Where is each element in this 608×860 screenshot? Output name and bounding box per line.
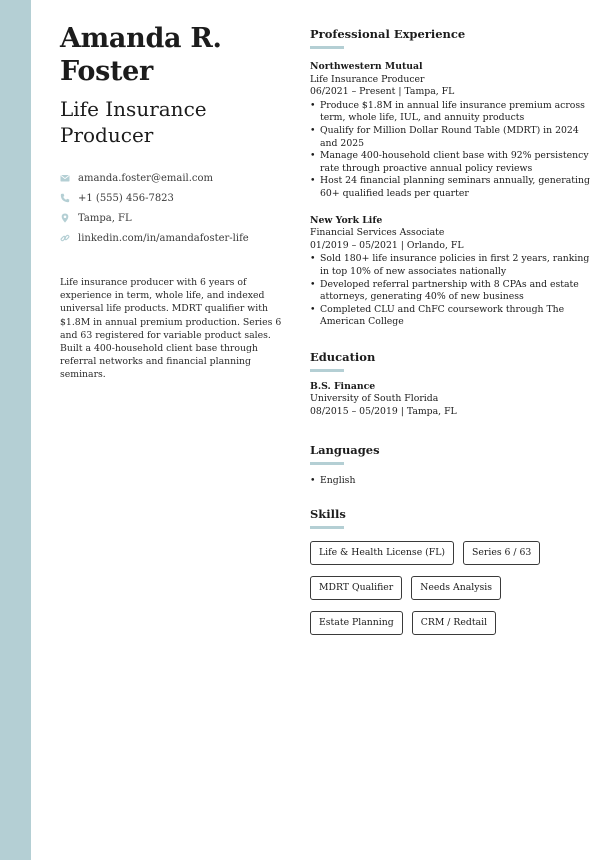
job-bullets	[310, 253, 590, 329]
education-dates: 08/2015 – 05/2019 | Tampa, FL	[310, 406, 457, 418]
job-entry	[310, 215, 590, 329]
education-entry	[310, 381, 590, 419]
name-line-1: Amanda R.	[60, 23, 222, 54]
languages-list	[310, 475, 590, 488]
contact-list	[60, 168, 292, 248]
education-heading: Education	[310, 349, 376, 364]
experience-section	[310, 27, 590, 329]
location-text: Tampa, FL	[78, 212, 132, 224]
education-section	[310, 350, 590, 419]
name-line-2: Foster	[60, 56, 153, 87]
job-bullet: • Completed CLU and ChFC coursework through The American College	[310, 304, 590, 329]
link-icon	[60, 233, 70, 243]
accent-sidebar-bar	[0, 0, 31, 860]
skills-section	[310, 507, 590, 635]
contact-phone[interactable]	[60, 188, 292, 208]
job-bullet: • Produce $1.8M in annual life insurance premium across term, whole life, IUL, and annuity products	[310, 100, 590, 125]
professional-summary: Life insurance producer with 6 years of experience in term, whole life, and indexed universal life products. MDRT qualifier with $1.8M in annual premium production. Series 6 and 63 registered for variable product sales. Built a 400-household client base through referral networks and financial planning seminars.	[60, 277, 282, 381]
title-line-1: Life Insurance	[60, 97, 207, 121]
skill-chip: CRM / Redtail	[412, 611, 496, 635]
skill-chip: Life & Health License (FL)	[310, 541, 454, 565]
skill-chip: Estate Planning	[310, 611, 403, 635]
job-role: Life Insurance Producer	[310, 73, 425, 85]
job-bullet: • Sold 180+ life insurance policies in first 2 years, ranking in top 10% of new associates nationally	[310, 253, 590, 278]
job-bullet: • Qualify for Million Dollar Round Table (MDRT) in 2024 and 2025	[310, 125, 590, 150]
job-bullets	[310, 100, 590, 201]
job-title	[60, 96, 292, 148]
job-bullet: • Manage 400-household client base with 92% persistency rate through proactive annual policy reviews	[310, 150, 590, 175]
skill-chip: Series 6 / 63	[463, 541, 540, 565]
job-company: Northwestern Mutual	[310, 61, 423, 72]
job-role: Financial Services Associate	[310, 227, 445, 239]
phone-text: +1 (555) 456-7823	[78, 192, 174, 204]
skill-chip: Needs Analysis	[411, 576, 501, 600]
title-line-2: Producer	[60, 123, 154, 147]
phone-icon	[60, 193, 70, 203]
candidate-name	[60, 22, 292, 88]
languages-section	[310, 443, 590, 488]
contact-location	[60, 208, 292, 228]
left-column	[60, 22, 292, 391]
location-pin-icon	[60, 213, 70, 223]
job-bullet: • Developed referral partnership with 8 CPAs and estate attorneys, generating 40% of new business	[310, 279, 590, 304]
job-dates: 06/2021 – Present | Tampa, FL	[310, 86, 455, 98]
education-degree: B.S. Finance	[310, 380, 376, 392]
job-company: New York Life	[310, 214, 383, 226]
contact-linkedin[interactable]	[60, 228, 292, 248]
experience-heading: Professional Experience	[310, 27, 466, 41]
contact-email[interactable]	[60, 168, 292, 188]
job-entry	[310, 61, 590, 201]
job-bullet: • Host 24 financial planning seminars annually, generating 60+ qualified leads per quarter	[310, 175, 590, 200]
skill-chip: MDRT Qualifier	[310, 576, 402, 600]
email-text: amanda.foster@email.com	[78, 172, 213, 184]
job-dates: 01/2019 – 05/2021 | Orlando, FL	[310, 239, 464, 251]
skills-list	[310, 541, 550, 635]
linkedin-text: linkedin.com/in/amandafoster-life	[78, 232, 249, 244]
education-school: University of South Florida	[310, 393, 439, 405]
languages-heading-rule	[310, 462, 344, 465]
languages-heading: Languages	[310, 442, 380, 457]
envelope-icon	[60, 173, 70, 183]
right-column	[310, 27, 590, 635]
skills-heading: Skills	[310, 507, 346, 522]
experience-heading-rule	[310, 46, 344, 49]
skills-heading-rule	[310, 526, 344, 529]
language-item: • English	[310, 475, 590, 488]
education-heading-rule	[310, 369, 344, 372]
